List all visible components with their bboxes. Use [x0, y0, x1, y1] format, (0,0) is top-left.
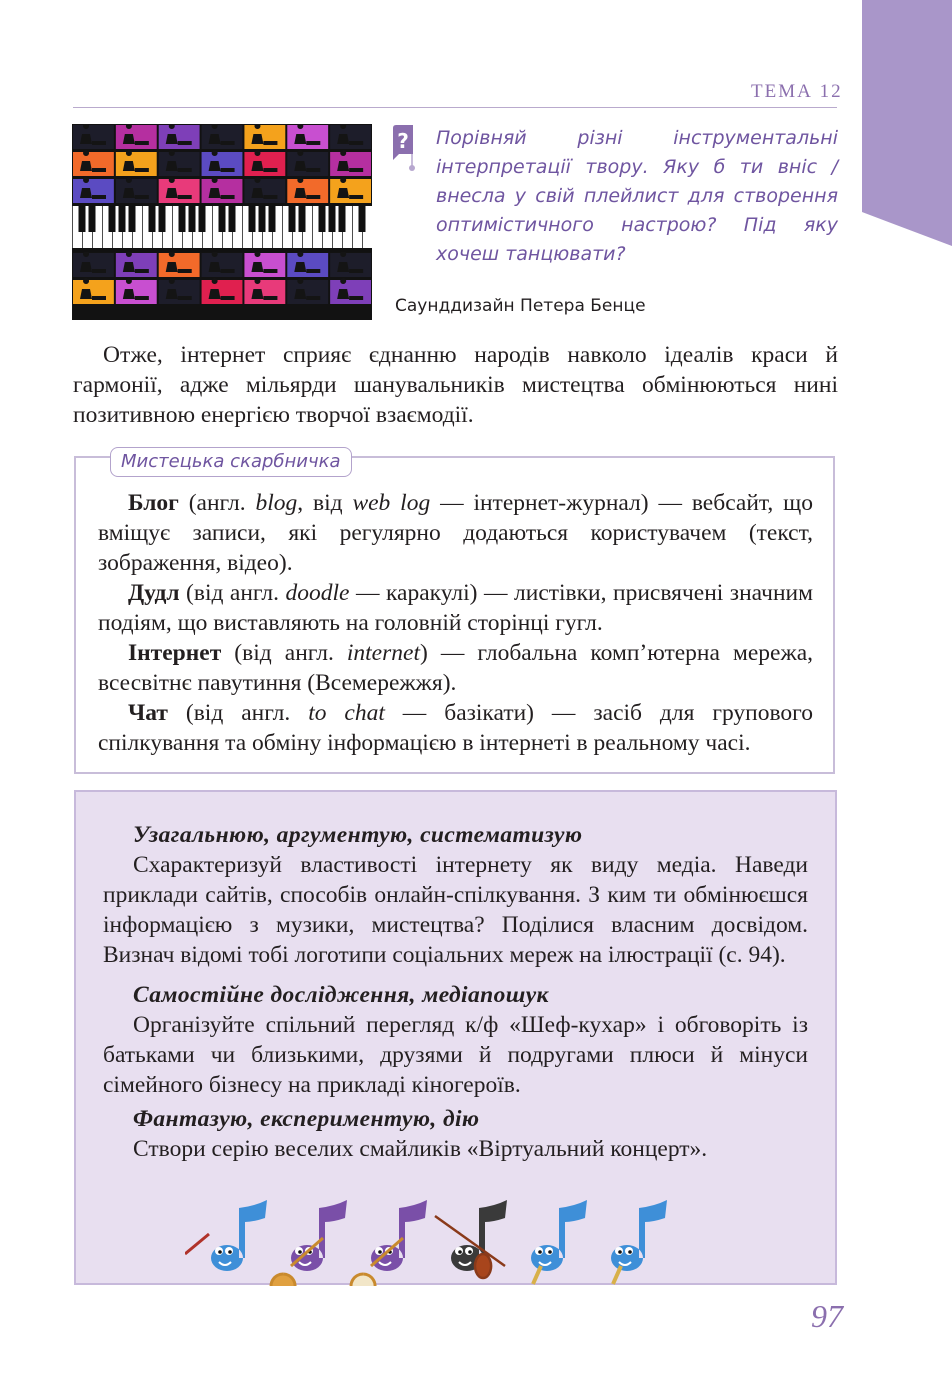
saxophone-note-icon: [531, 1200, 587, 1284]
banjo-note-icon: [351, 1200, 427, 1286]
page-number: 97: [811, 1298, 843, 1334]
term-name: Дудл: [128, 580, 180, 606]
task-title-research: Самостійне дослідження, медіапошук: [133, 982, 549, 1008]
image-caption: Саунддизайн Петера Бенце: [395, 296, 646, 316]
task-title-fantasize: Фантазую, експериментую, дію: [133, 1106, 480, 1132]
music-note-characters: [185, 1196, 675, 1286]
task-text-fantasize: Створи серію веселих смайликів «Віртуальний концерт».: [133, 1136, 708, 1162]
guitar-note-icon: [271, 1200, 347, 1286]
term-name: Чат: [128, 700, 168, 726]
violin-note-icon: [435, 1200, 507, 1278]
piano-collage-image: [72, 124, 372, 320]
term-name: Блог: [128, 490, 179, 516]
term-entry-blog: Блог (англ. blog, від web log — інтернет-журнал) — вебсайт, що вміщує записи, які регулярно додаються користувачем (текст, зображення, відео).: [98, 490, 814, 576]
question-text: Порівняй різні інструментальні інтерпретації твору. Яку б ти вніс / внесла у свій плейлист для створення оптимістичного настрою? Під яку хочеш танцювати?: [436, 127, 838, 265]
intro-paragraph: [73, 340, 838, 430]
treasury-title: Мистецька скарбничка: [110, 447, 352, 477]
task-list: [103, 820, 808, 1164]
svg-text:?: ?: [397, 129, 409, 153]
task-text-generalize: Схарактеризуй властивості інтернету як виду медіа. Наведи приклади сайтів, способів онлайн-спілкування. З ким ти обмінюєшся інформацією з музики, мистецтва? Поділися власним досвідом. Визнач відомі тобі логотипи соціальних мереж на ілюстрації (с. 94).: [103, 852, 808, 968]
term-name: Інтернет: [128, 640, 222, 666]
intro-paragraph-text: Отже, інтернет сприяє єднанню народів навколо ідеалів краси й гармонії, адже мільярди шанувальників мистецтва обмінюються нині позитивною енергією творчої взаємодії.: [73, 342, 838, 428]
theme-label: ТЕМА 12: [751, 81, 843, 102]
term-entry-doodle: Дудл (від англ. doodle — каракулі) — листівки, присвячені значним подіям, що виставляють на головній сторінці гугл.: [98, 580, 813, 636]
question-mark-icon: [391, 124, 415, 172]
conductor-note-icon: [185, 1200, 267, 1271]
corner-tab: [862, 0, 952, 250]
term-entry-chat: Чат (від англ. to chat — базікати) — засіб для групового спілкування та обміну інформацією в інтернеті в реальному часі.: [98, 700, 813, 756]
task-title-generalize: Узагальнюю, аргументую, систематизую: [133, 822, 583, 848]
term-entry-internet: Інтернет (від англ. internet) — глобальна комп’ютерна мережа, всесвітнє павутиння (Всемережжя).: [98, 640, 813, 696]
flute-note-icon: [611, 1200, 667, 1284]
term-list: [98, 488, 813, 758]
task-text-research: Організуйте спільний перегляд к/ф «Шеф-кухар» і обговоріть із батьками чи близькими, друзями й подругами плюси й мінуси сімейного бізнесу на прикладі кіногероїв.: [103, 1012, 808, 1098]
header-rule: [73, 107, 837, 108]
